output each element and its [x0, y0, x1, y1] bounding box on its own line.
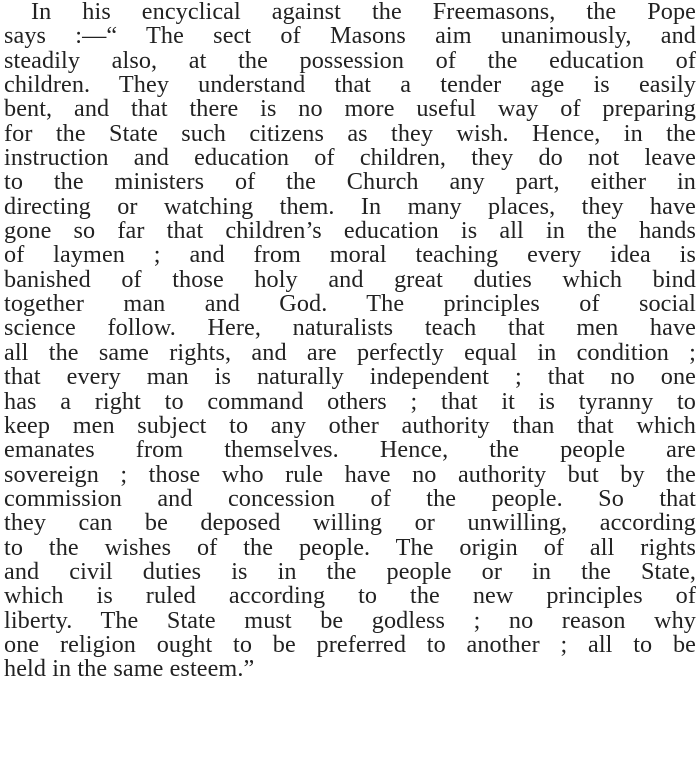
text-line: together man and God. The principles of social: [4, 290, 696, 318]
text-line: of laymen ; and from moral teaching every idea is: [4, 241, 696, 269]
text-line: gone so far that children’s education is all in the hands: [4, 217, 696, 245]
text-line: that every man is naturally independent ; that no one: [4, 363, 696, 391]
text-line: banished of those holy and great duties which bind: [4, 265, 696, 293]
text-line: instruction and education of children, they do not leave: [4, 144, 696, 172]
text-line: to the ministers of the Church any part, either in: [4, 168, 696, 196]
text-line: and civil duties is in the people or in the State,: [4, 557, 696, 585]
text-line: emanates from themselves. Hence, the people are: [4, 436, 696, 464]
text-line: sovereign ; those who rule have no authority but by the: [4, 460, 696, 488]
text-line: directing or watching them. In many places, they have: [4, 192, 696, 220]
text-line: children. They understand that a tender age is easily: [4, 71, 696, 99]
text-line: which is ruled according to the new principles of: [4, 582, 696, 610]
text-line: held in the same esteem.”: [4, 655, 255, 683]
text-line: keep men subject to any other authority than that which: [4, 411, 696, 439]
text-line: they can be deposed willing or unwilling, according: [4, 509, 696, 537]
text-line: has a right to command others ; that it is tyranny to: [4, 387, 696, 415]
text-line: one religion ought to be preferred to another ; all to be: [4, 630, 696, 658]
text-line: to the wishes of the people. The origin of all rights: [4, 533, 696, 561]
text-line: commission and concession of the people. So that: [4, 484, 696, 512]
text-line: all the same rights, and are perfectly equal in condition ;: [4, 338, 696, 366]
text-line: In his encyclical against the Freemasons, the Pope: [31, 0, 696, 25]
text-line: for the State such citizens as they wish. Hence, in the: [4, 119, 696, 147]
text-line: science follow. Here, naturalists teach that men have: [4, 314, 696, 342]
text-line: says :—“ The sect of Masons aim unanimously, and: [4, 22, 696, 50]
text-line: liberty. The State must be godless ; no reason why: [4, 606, 696, 634]
text-line: steadily also, at the possession of the education of: [4, 46, 696, 74]
text-line: bent, and that there is no more useful way of preparing: [4, 95, 696, 123]
